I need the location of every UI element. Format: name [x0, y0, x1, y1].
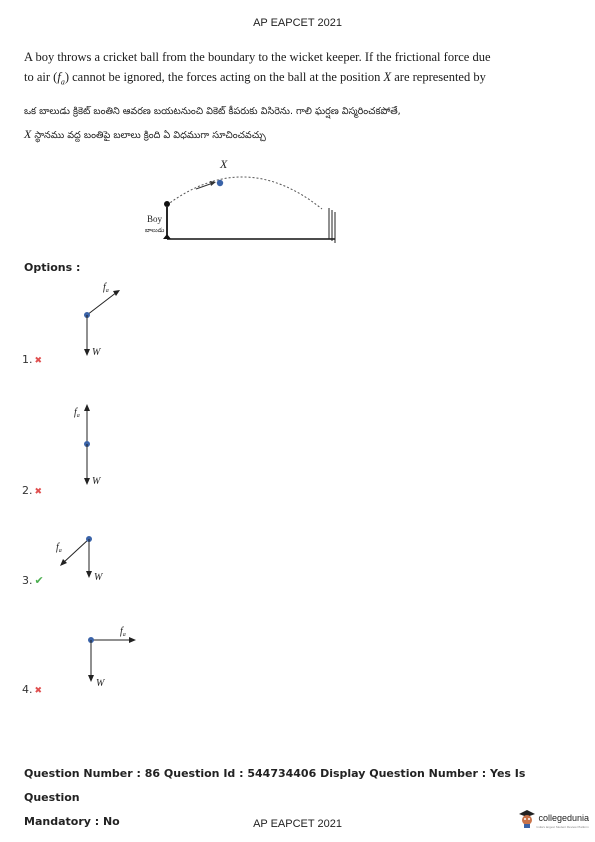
force-fa-label: $f_a$ [103, 282, 109, 294]
weight-label: W [92, 347, 101, 358]
force-fa-label: $f_a$ [120, 626, 126, 638]
question-english-line2: to air $(f_a)$ cannot be ignored, the forces acting on the ball at the position X are represented by [24, 70, 486, 87]
weight-arrowhead [84, 349, 90, 356]
correct-icon: ✔ [34, 574, 44, 587]
page-footer: AP EAPCET 2021 [253, 818, 342, 830]
question-diagram [130, 152, 360, 247]
wrong-icon: ✖ [34, 686, 43, 696]
force-fa-arrowhead [84, 404, 90, 411]
question-meta-line1: Question Number : 86 Question Id : 544734406 Display Question Number : Yes Is Question [24, 767, 526, 804]
option-3-number: 3. ✔ [22, 574, 44, 587]
question-text-english [24, 47, 554, 93]
boy-label-telugu: బాలుడు [145, 228, 165, 234]
position-x-label: X [220, 157, 228, 171]
force-fa-arrowhead [113, 290, 120, 296]
option-2-diagram [70, 398, 140, 493]
logo-tagline: India's largest Student Review Platform [536, 825, 589, 829]
force-fa-label: $f_a$ [56, 542, 62, 554]
weight-label: W [92, 476, 101, 487]
weight-label: W [94, 572, 103, 583]
question-english-line1: A boy throws a cricket ball from the boundary to the wicket keeper. If the frictional force due [24, 50, 491, 64]
wrong-icon: ✖ [34, 487, 43, 497]
force-fa-arrow [63, 539, 89, 563]
page-header: AP EAPCET 2021 [253, 17, 342, 29]
trajectory-path [167, 177, 322, 209]
option-4-number: 4. ✖ [22, 683, 43, 696]
boy-head [164, 201, 170, 207]
options-label: Options : [24, 261, 81, 274]
option-3-diagram [50, 528, 130, 588]
option-2-number: 2. ✖ [22, 484, 43, 497]
weight-arrowhead [88, 675, 94, 682]
option-1-number: 1. ✖ [22, 353, 43, 366]
collegedunia-logo[interactable] [518, 806, 589, 829]
force-fa-label: $f_a$ [74, 407, 80, 419]
ball-dot [217, 180, 223, 186]
force-fa-arrowhead [129, 637, 136, 643]
mascot-icon [518, 808, 536, 828]
boy-label: Boy [147, 214, 163, 224]
force-fa-arrow [87, 292, 117, 315]
option-1-diagram [70, 278, 140, 368]
trajectory-arrowhead [210, 181, 216, 186]
weight-arrowhead [84, 478, 90, 485]
question-text-telugu [24, 100, 564, 147]
question-telugu-line1: ఒక బాలుడు క్రికెట్ బంతిని ఆవరణ బయటనుంచి వికెట్ కీపరుకు విసిరెను. గాలి ఘర్షణ విస్మరించకపోతే, [24, 106, 401, 117]
question-meta-line2: Mandatory : No [24, 815, 120, 828]
logo-name: collegedunia [538, 813, 589, 823]
weight-label: W [96, 678, 105, 689]
weight-arrowhead [86, 571, 92, 578]
wrong-icon: ✖ [34, 356, 43, 366]
question-telugu-line2: X స్థానము వద్ద బంతిపై బలాలు క్రింది ఏ విధముగా సూచించవచ్చు [24, 127, 266, 141]
option-4-diagram [74, 622, 154, 694]
